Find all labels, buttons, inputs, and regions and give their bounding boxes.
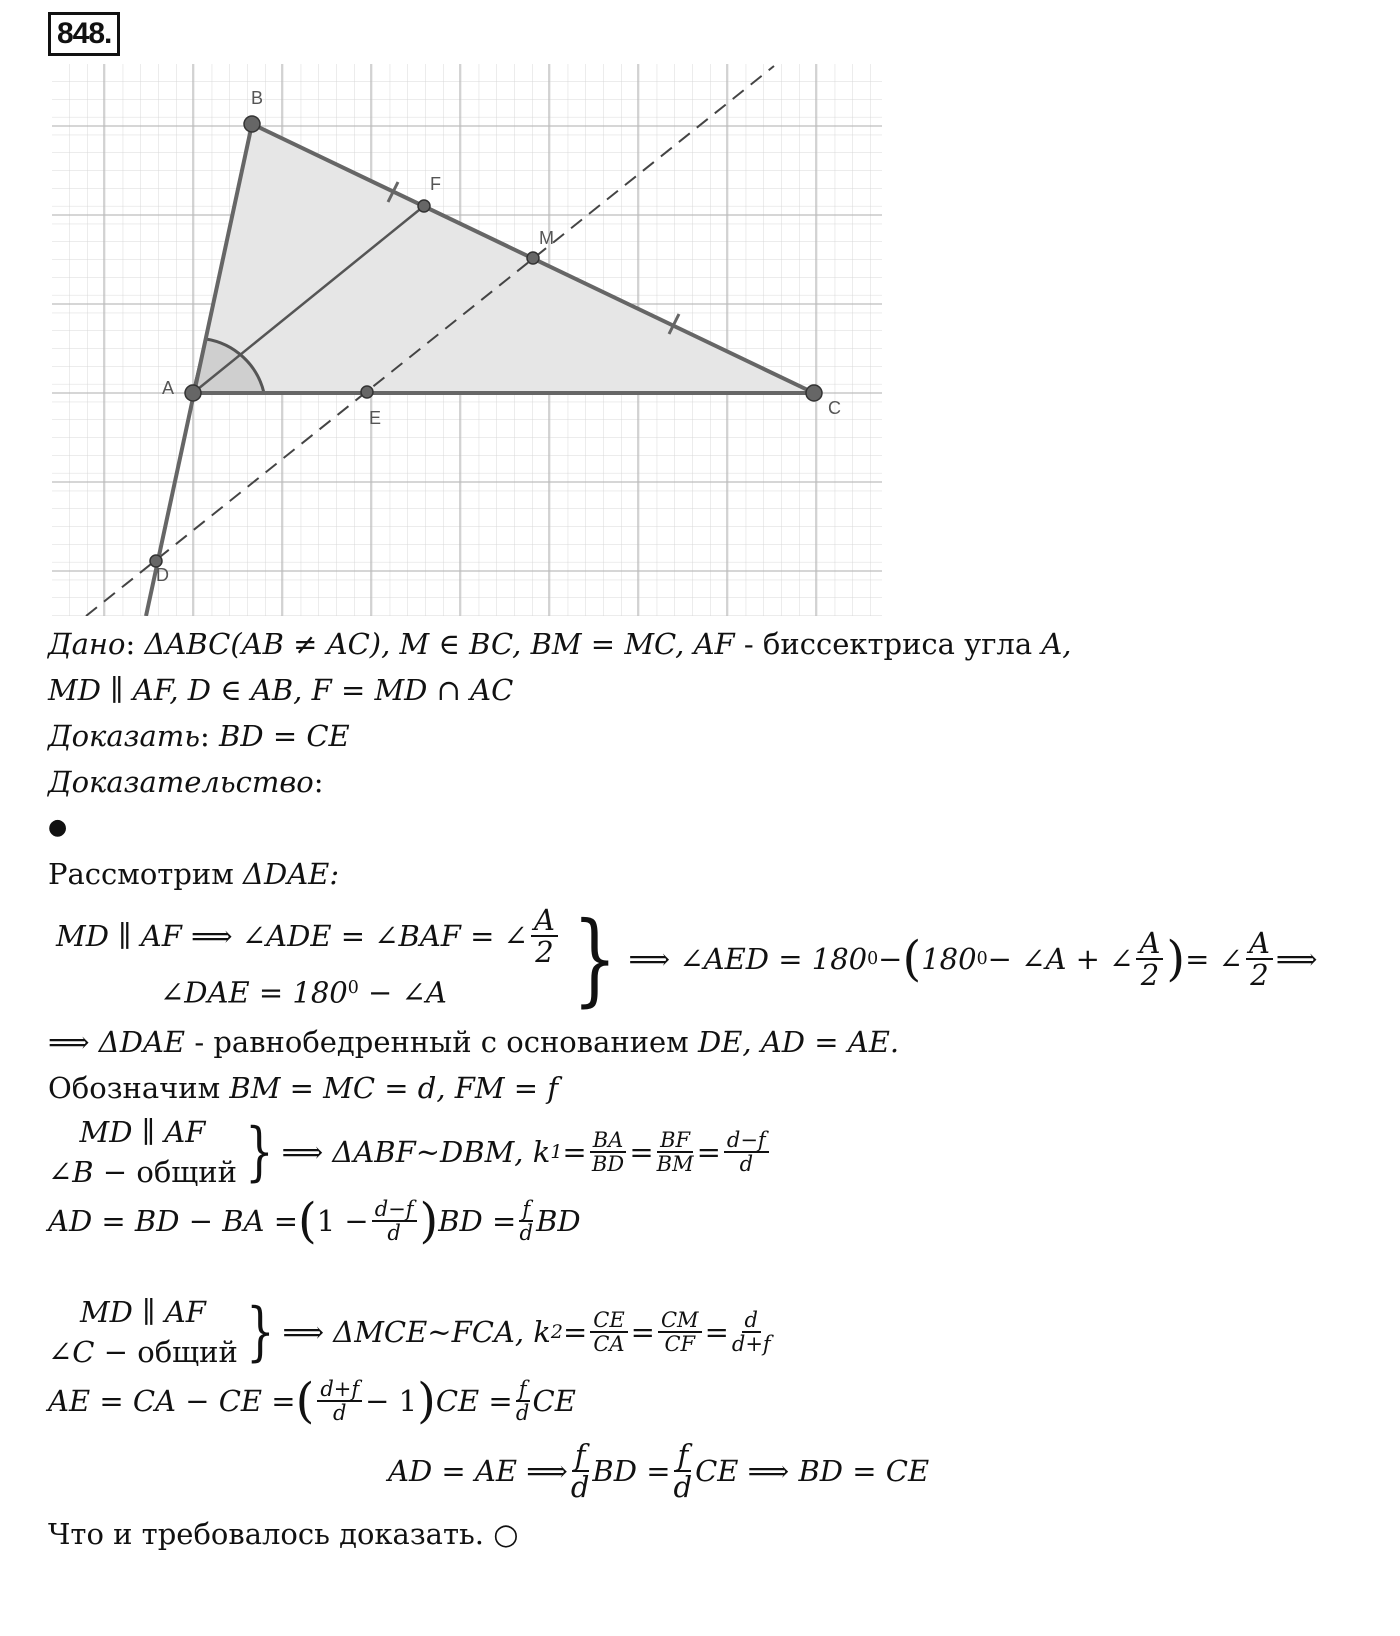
geometry-figure — [52, 64, 882, 616]
label-m: M — [539, 228, 554, 248]
similarity-2: MD ∥ AF ∠C − общий } ⟹ ΔMCE~FCA, k 2 = $\frac{CE}{CA}$ = $\frac{CM}{CF}$ = $\frac{d}{d+f}$ — [48, 1295, 771, 1369]
ae-equation: AE = CA − CE = ( $\frac{d+f}{d}$ − 1 ) CE = $\frac{f}{d}$ CE — [48, 1373, 576, 1430]
label-d: D — [156, 565, 169, 585]
prove-line: Доказать: BD = CE — [48, 719, 350, 753]
similarity-1: MD ∥ AF ∠B − общий } ⟹ ΔABF~DBM, k 1 = $\frac{BA}{BD}$ = $\frac{BF}{BM}$ = $\frac{d-f}{d}$ — [48, 1112, 772, 1192]
isosceles-line: ⟹ ΔDAE - равнобедренный с основанием DE, AD = AE. — [48, 1025, 900, 1059]
point-a — [185, 385, 201, 401]
point-c — [806, 385, 822, 401]
proof-label: Доказательство: — [48, 765, 324, 799]
label-b: B — [251, 88, 264, 108]
bullet: ● — [48, 815, 68, 840]
ad-equation: AD = BD − BA = ( 1 − $\frac{d-f}{d}$ ) BD = $\frac{f}{d}$ BD — [48, 1193, 581, 1250]
point-b — [244, 116, 260, 132]
label-f: F — [430, 174, 441, 194]
point-e — [361, 386, 373, 398]
given-line-1: Дано: ΔABC(AB ≠ AC), M ∈ BC, BM = MC, AF - биссектриса угла A, — [48, 627, 1072, 661]
final-equation: AD = AE ⟹ $\frac{f}{d}$ BD = $\frac{f}{d}$ CE ⟹ BD = CE — [388, 1438, 930, 1505]
label-e: E — [369, 408, 382, 428]
conclusion: Что и требовалось доказать. ○ — [48, 1517, 519, 1551]
label-c: C — [828, 398, 841, 418]
given-line-2: MD ∥ AF, D ∈ AB, F = MD ∩ AC — [48, 673, 514, 707]
denote-line: Обозначим BM = MC = d, FM = f — [48, 1071, 559, 1105]
problem-number: 848. — [48, 12, 120, 56]
label-a: A — [162, 378, 175, 398]
point-m — [527, 252, 539, 264]
point-f — [418, 200, 430, 212]
consider-line: Рассмотрим ΔDAE: — [48, 857, 340, 891]
step1-block: MD ∥ AF ⟹ ∠ADE = ∠BAF = ∠ $\frac{A}{2}$ ∠DAE = $180^0$ − ∠A } ⟹ ∠AED = 180 0 − ( 180 0 − ∠A + ∠ $\frac{A}{2}$ ) = ∠ $\frac{A}{2}$ ⟹ — [56, 900, 1318, 1017]
